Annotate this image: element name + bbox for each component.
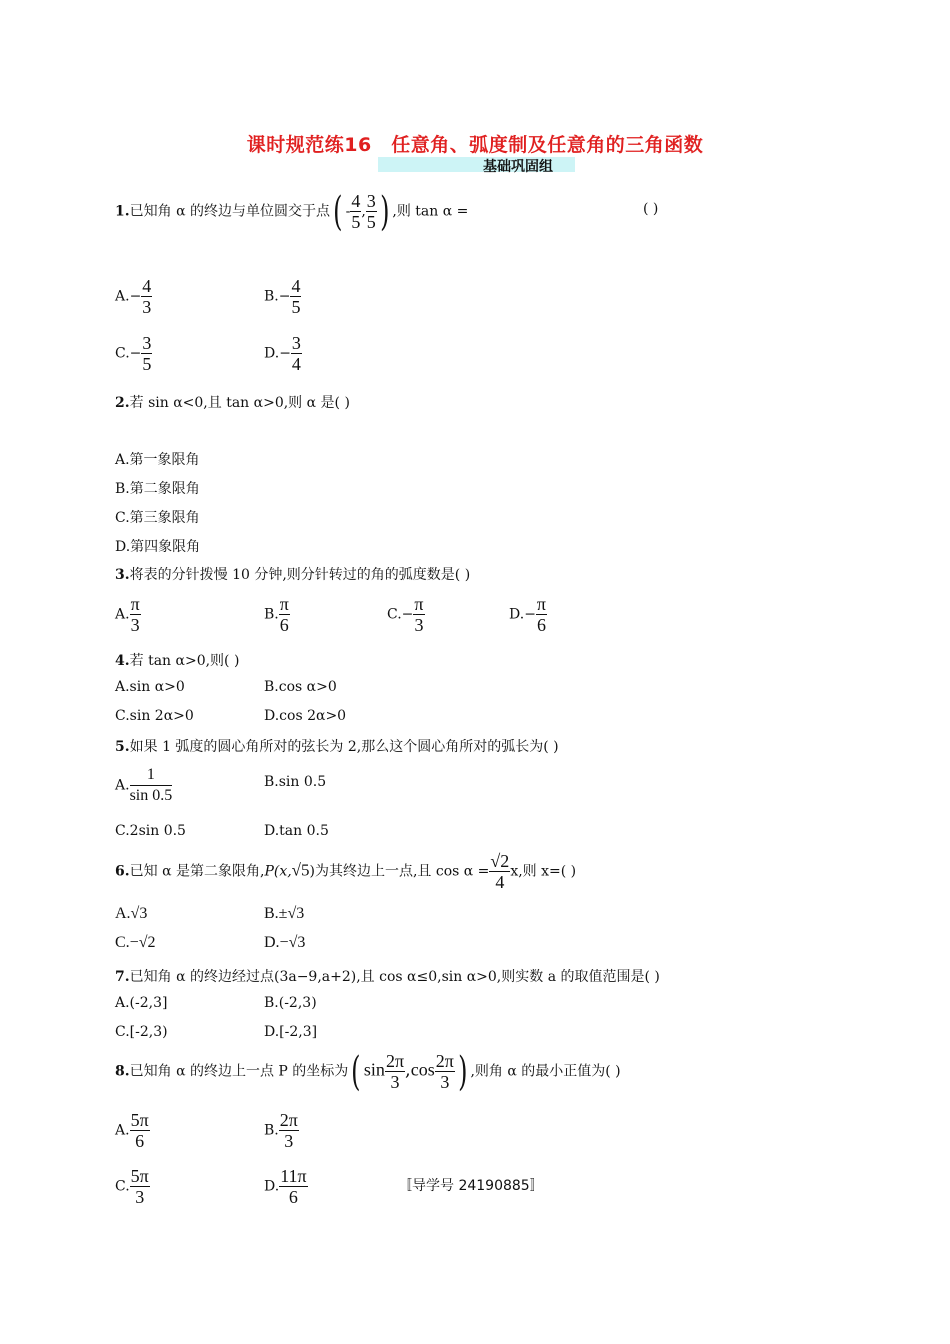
- question-1: 1.已知角 α 的终边与单位圆交于点( - $\frac{4}{5}$ , $\frac{3}{5}$ ) ,则 tan α =: [115, 188, 469, 235]
- option-a: A.第一象限角: [115, 452, 200, 468]
- option-c: C. $\frac{5\pi}{3}$: [115, 1166, 149, 1207]
- option-d: D.[-2,3]: [264, 1024, 318, 1040]
- paren-left: (: [333, 188, 343, 235]
- option-b: B.− $\frac{4}{5}$: [264, 276, 301, 317]
- option-a: A. $\frac{1}{\sin 0.5}$: [115, 766, 173, 804]
- fraction: $\frac{√2}{4}$: [490, 851, 510, 892]
- option-c: C.第三象限角: [115, 510, 200, 526]
- option-d: D.tan 0.5: [264, 823, 329, 839]
- option-b: B. $\frac{\pi}{6}$: [264, 594, 289, 635]
- option-d: D.第四象限角: [115, 539, 201, 555]
- section-subtitle: 基础巩固组: [483, 159, 553, 175]
- minus-sign: -: [345, 203, 351, 220]
- answer-blank: ( ): [643, 201, 659, 217]
- page-title: 课时规范练16 任意角、弧度制及任意角的三角函数: [246, 134, 704, 156]
- question-4: 4.若 tan α>0,则( ): [115, 653, 240, 669]
- option-b: B.cos α>0: [264, 679, 337, 695]
- option-c: C.− $\frac{3}{5}$: [115, 333, 152, 374]
- question-7: 7.已知角 α 的终边经过点(3a−9,a+2),且 cos α≤0,sin α>0,则实数 a 的取值范围是( ): [115, 969, 660, 985]
- option-b: B.第二象限角: [115, 481, 200, 497]
- option-c: C.−√2: [115, 934, 156, 951]
- question-5: 5.如果 1 弧度的圆心角所对的弦长为 2,那么这个圆心角所对的弧长为( ): [115, 739, 559, 755]
- option-d: D.−√3: [264, 934, 306, 951]
- question-6: 6.已知 α 是第二象限角,P(x,√5)为其终边上一点,且 cos α = $\frac{√2}{4}$ x,则 x=( ): [115, 851, 577, 892]
- sqrt-5: √5: [291, 860, 310, 880]
- paren-right: ): [379, 188, 390, 235]
- question-3: 3.将表的分针拨慢 10 分钟,则分针转过的角的弧度数是( ): [115, 567, 471, 583]
- question-2: 2.若 sin α<0,且 tan α>0,则 α 是( ): [115, 395, 350, 411]
- option-c: C.[-2,3): [115, 1024, 168, 1040]
- option-b: B. $\frac{2\pi}{3}$: [264, 1110, 298, 1151]
- option-d: D.cos 2α>0: [264, 708, 347, 724]
- fraction: $\frac{3}{5}$: [366, 191, 376, 232]
- option-c: C.− $\frac{\pi}{3}$: [387, 594, 424, 635]
- option-c: C.2sin 0.5: [115, 823, 186, 839]
- option-a: A.sin α>0: [115, 679, 185, 695]
- option-d: D. $\frac{11\pi}{6}$: [264, 1166, 307, 1207]
- reference-number: 〚导学号 24190885〛: [398, 1178, 544, 1194]
- option-a: A.√3: [115, 905, 148, 922]
- paren-right: ): [457, 1048, 468, 1095]
- option-a: A. $\frac{\pi}{3}$: [115, 594, 140, 635]
- question-tail: ,则 tan α =: [392, 203, 469, 220]
- question-number: 1.: [115, 203, 130, 220]
- option-b: B.(-2,3): [264, 995, 317, 1011]
- paren-left: (: [351, 1048, 361, 1095]
- option-d: D.− $\frac{3}{4}$: [264, 333, 301, 374]
- question-stem: 已知角 α 的终边与单位圆交于点: [129, 203, 330, 220]
- fraction: $\frac{4}{5}$: [351, 191, 361, 232]
- option-d: D.− $\frac{\pi}{6}$: [509, 594, 547, 635]
- option-b: B.±√3: [264, 905, 305, 922]
- question-8: 8.已知角 α 的终边上一点 P 的坐标为( sin $\frac{2\pi}{3}$ ,cos $\frac{2\pi}{3}$ ) ,则角 α 的最小正值为( ): [115, 1048, 621, 1095]
- option-c: C.sin 2α>0: [115, 708, 194, 724]
- option-b: B.sin 0.5: [264, 774, 327, 790]
- option-a: A.− $\frac{4}{3}$: [115, 276, 152, 317]
- option-a: A.(-2,3]: [115, 995, 168, 1011]
- option-a: A. $\frac{5\pi}{6}$: [115, 1110, 149, 1151]
